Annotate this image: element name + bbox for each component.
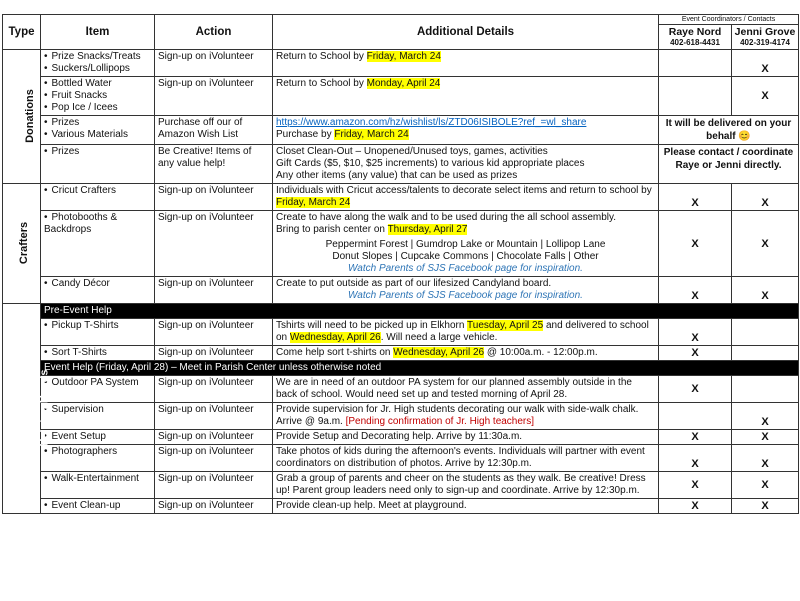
raye-mark-cell: X — [659, 211, 732, 277]
raye-mark-cell: X — [659, 472, 732, 499]
list-item: • Event Clean-up — [44, 500, 151, 512]
highlighted-date: Tuesday, April 25 — [467, 320, 544, 331]
smiley-emoji-icon: 😊 — [738, 131, 751, 142]
contact-jenni-name: Jenni Grove — [734, 26, 796, 38]
contact-raye — [659, 25, 732, 50]
highlighted-date: Friday, March 24 — [366, 51, 441, 62]
raye-mark-cell: X — [659, 184, 732, 211]
details-cell: Return to School by Monday, April 24 — [273, 77, 659, 116]
table-row — [3, 211, 799, 277]
details-cell: We are in need of an outdoor PA system for our planned assembly outside in the back of school. Would need set up and tested morning of April 28. — [273, 376, 659, 403]
section-bar — [3, 304, 799, 319]
table-row — [3, 145, 799, 184]
jenni-mark-cell: X — [732, 499, 799, 514]
list-item: • Cricut Crafters — [44, 185, 151, 197]
table-row — [3, 445, 799, 472]
action-cell: Sign-up on iVolunteer — [155, 319, 273, 346]
col-header-type: Type — [3, 15, 41, 50]
section-label-crafters: Crafters — [3, 184, 41, 304]
table-row — [3, 472, 799, 499]
details-cell: Return to School by Friday, March 24 — [273, 50, 659, 77]
action-cell: Purchase off our of Amazon Wish List — [155, 116, 273, 145]
amazon-wishlist-link[interactable]: https://www.amazon.com/hz/wishlist/ls/ZTD06ISIBOLE?ref_=wl_share — [276, 117, 587, 128]
list-item: • Bottled Water — [44, 78, 151, 90]
action-cell: Sign-up on iVolunteer — [155, 430, 273, 445]
details-cell: Provide clean-up help. Meet at playground. — [273, 499, 659, 514]
action-cell: Sign-up on iVolunteer — [155, 77, 273, 116]
contact-note: Please contact / coordinate Raye or Jenni directly. — [659, 145, 799, 184]
item-cell — [41, 184, 155, 211]
event-help-bar: Event Help (Friday, April 28) – Meet in Parish Center unless otherwise noted — [41, 361, 799, 376]
raye-mark-cell: X — [659, 445, 732, 472]
table-row — [3, 277, 799, 304]
details-cell: Create to have along the walk and to be used during the all school assembly. Bring to parish center on Thursday, April 27 Peppermint Forest | Gumdrop Lake or Mountain | Lollipop Lane Donut Slopes | Cupcake Commons | Chocolate Falls | Other Watch Parents of SJS Facebook page for inspiration. — [273, 211, 659, 277]
section-label-helping-hands: Helping Hands — [3, 304, 41, 514]
table-row — [3, 430, 799, 445]
list-item: • Sort T-Shirts — [44, 347, 151, 359]
item-cell — [41, 50, 155, 77]
item-cell — [41, 472, 155, 499]
item-cell — [41, 403, 155, 430]
facebook-inspiration-note: Watch Parents of SJS Facebook page for inspiration. — [348, 263, 583, 274]
item-cell — [41, 499, 155, 514]
raye-mark-cell: X — [659, 346, 732, 361]
list-item: • Photographers — [44, 446, 151, 458]
raye-mark-cell: X — [659, 319, 732, 346]
table-row — [3, 77, 799, 116]
action-cell: Be Creative! Items of any value help! — [155, 145, 273, 184]
item-cell — [41, 77, 155, 116]
details-cell: Tshirts will need to be picked up in Elkhorn Tuesday, April 25 and delivered to school on Wednesday, April 26. Will need a large vehicle. — [273, 319, 659, 346]
details-cell: Come help sort t-shirts on Wednesday, April 26 @ 10:00a.m. - 12:00p.m. — [273, 346, 659, 361]
action-cell: Sign-up on iVolunteer — [155, 346, 273, 361]
jenni-mark-cell — [732, 319, 799, 346]
highlighted-date: Friday, March 24 — [334, 129, 409, 140]
item-cell — [41, 430, 155, 445]
action-cell: Sign-up on iVolunteer — [155, 445, 273, 472]
jenni-mark-cell: X — [732, 277, 799, 304]
list-item: • Suckers/Lollipops — [44, 63, 151, 75]
list-item: • Fruit Snacks — [44, 90, 151, 102]
table-row — [3, 346, 799, 361]
highlighted-date: Wednesday, April 26 — [289, 332, 381, 343]
jenni-mark-cell: X — [732, 211, 799, 277]
highlighted-date: Friday, March 24 — [276, 197, 351, 208]
table-row — [3, 50, 799, 77]
jenni-mark-cell: X — [732, 184, 799, 211]
table-row — [3, 116, 799, 145]
item-cell — [41, 211, 155, 277]
details-cell: Take photos of kids during the afternoon's events. Individuals will partner with event coordinators on distribution of photos. Arrive by 12:30p.m. — [273, 445, 659, 472]
raye-mark-cell — [659, 403, 732, 430]
jenni-mark-cell — [732, 376, 799, 403]
col-header-action: Action — [155, 15, 273, 50]
volunteer-table — [2, 14, 799, 514]
list-item: • Candy Décor — [44, 278, 151, 290]
raye-mark-cell: X — [659, 499, 732, 514]
contact-raye-phone: 402-618-4431 — [670, 38, 720, 47]
theme-list: Donut Slopes | Cupcake Commons | Chocolate Falls | Other — [332, 251, 599, 262]
table-row — [3, 184, 799, 211]
action-cell: Sign-up on iVolunteer — [155, 403, 273, 430]
list-item: • Supervision — [44, 404, 151, 416]
details-cell: Individuals with Cricut access/talents to decorate select items and return to school by Friday, March 24 — [273, 184, 659, 211]
table-row — [3, 376, 799, 403]
action-cell: Sign-up on iVolunteer — [155, 50, 273, 77]
jenni-mark-cell — [732, 346, 799, 361]
highlighted-date: Thursday, April 27 — [387, 224, 468, 235]
facebook-inspiration-note: Watch Parents of SJS Facebook page for inspiration. — [348, 290, 583, 301]
jenni-mark-cell: X — [732, 430, 799, 445]
raye-mark-cell: X — [659, 430, 732, 445]
pre-event-help-bar: Pre-Event Help — [41, 304, 799, 319]
table-row — [3, 499, 799, 514]
list-item: • Walk-Entertainment — [44, 473, 151, 485]
details-cell: https://www.amazon.com/hz/wishlist/ls/ZTD06ISIBOLE?ref_=wl_share Purchase by Friday, March 24 — [273, 116, 659, 145]
coordinators-caption: Event Coordinators / Contacts — [659, 15, 799, 25]
raye-mark-cell: X — [659, 277, 732, 304]
list-item: • Pop Ice / Icees — [44, 102, 151, 114]
list-item: • Prizes — [44, 146, 151, 158]
theme-list: Peppermint Forest | Gumdrop Lake or Mountain | Lollipop Lane — [325, 239, 606, 250]
jenni-mark-cell: X — [732, 403, 799, 430]
item-cell — [41, 145, 155, 184]
action-cell: Sign-up on iVolunteer — [155, 277, 273, 304]
jenni-mark-cell: X — [732, 50, 799, 77]
jenni-mark-cell: X — [732, 445, 799, 472]
col-header-details: Additional Details — [273, 15, 659, 50]
list-item: • Pickup T-Shirts — [44, 320, 151, 332]
action-cell: Sign-up on iVolunteer — [155, 376, 273, 403]
list-item: • Prize Snacks/Treats — [44, 51, 151, 63]
section-label-donations: Donations — [3, 50, 41, 184]
raye-mark-cell — [659, 77, 732, 116]
table-row — [3, 403, 799, 430]
section-bar — [3, 361, 799, 376]
action-cell: Sign-up on iVolunteer — [155, 211, 273, 277]
contact-jenni-phone: 402-319-4174 — [740, 38, 790, 47]
contact-jenni — [732, 25, 799, 50]
jenni-mark-cell: X — [732, 77, 799, 116]
table-row — [3, 319, 799, 346]
item-cell — [41, 346, 155, 361]
item-cell — [41, 376, 155, 403]
item-cell — [41, 277, 155, 304]
details-cell: Provide supervision for Jr. High students decorating our walk with side-walk chalk. Arrive @ 9a.m. [Pending confirmation of Jr. High teachers] — [273, 403, 659, 430]
pending-note: [Pending confirmation of Jr. High teachers] — [345, 416, 535, 427]
delivery-note: It will be delivered on your behalf 😊 — [659, 116, 799, 145]
details-cell: Provide Setup and Decorating help. Arrive by 11:30a.m. — [273, 430, 659, 445]
item-cell — [41, 445, 155, 472]
jenni-mark-cell: X — [732, 472, 799, 499]
list-item: • Event Setup — [44, 431, 151, 443]
details-cell: Grab a group of parents and cheer on the students as they walk. Be creative! Dress up! Parent group leaders need only to sign-up and coordinate. Arrive by 12:30p.m. — [273, 472, 659, 499]
item-cell — [41, 319, 155, 346]
raye-mark-cell: X — [659, 376, 732, 403]
details-cell: Create to put outside as part of our lifesized Candyland board. Watch Parents of SJS Facebook page for inspiration. — [273, 277, 659, 304]
contact-raye-name: Raye Nord — [668, 26, 722, 38]
list-item: • Various Materials — [44, 129, 151, 141]
col-header-item: Item — [41, 15, 155, 50]
raye-mark-cell — [659, 50, 732, 77]
action-cell: Sign-up on iVolunteer — [155, 472, 273, 499]
list-item: • Prizes — [44, 117, 151, 129]
list-item: • Photobooths & Backdrops — [44, 212, 151, 236]
details-cell: Closet Clean-Out – Unopened/Unused toys, games, activities Gift Cards ($5, $10, $25 increments) to various kid appropriate places Any other items (any value) that can be used as prizes — [273, 145, 659, 184]
action-cell: Sign-up on iVolunteer — [155, 184, 273, 211]
highlighted-date: Wednesday, April 26 — [393, 347, 485, 358]
item-cell — [41, 116, 155, 145]
highlighted-date: Monday, April 24 — [366, 78, 441, 89]
action-cell: Sign-up on iVolunteer — [155, 499, 273, 514]
list-item: • Outdoor PA System — [44, 377, 151, 389]
